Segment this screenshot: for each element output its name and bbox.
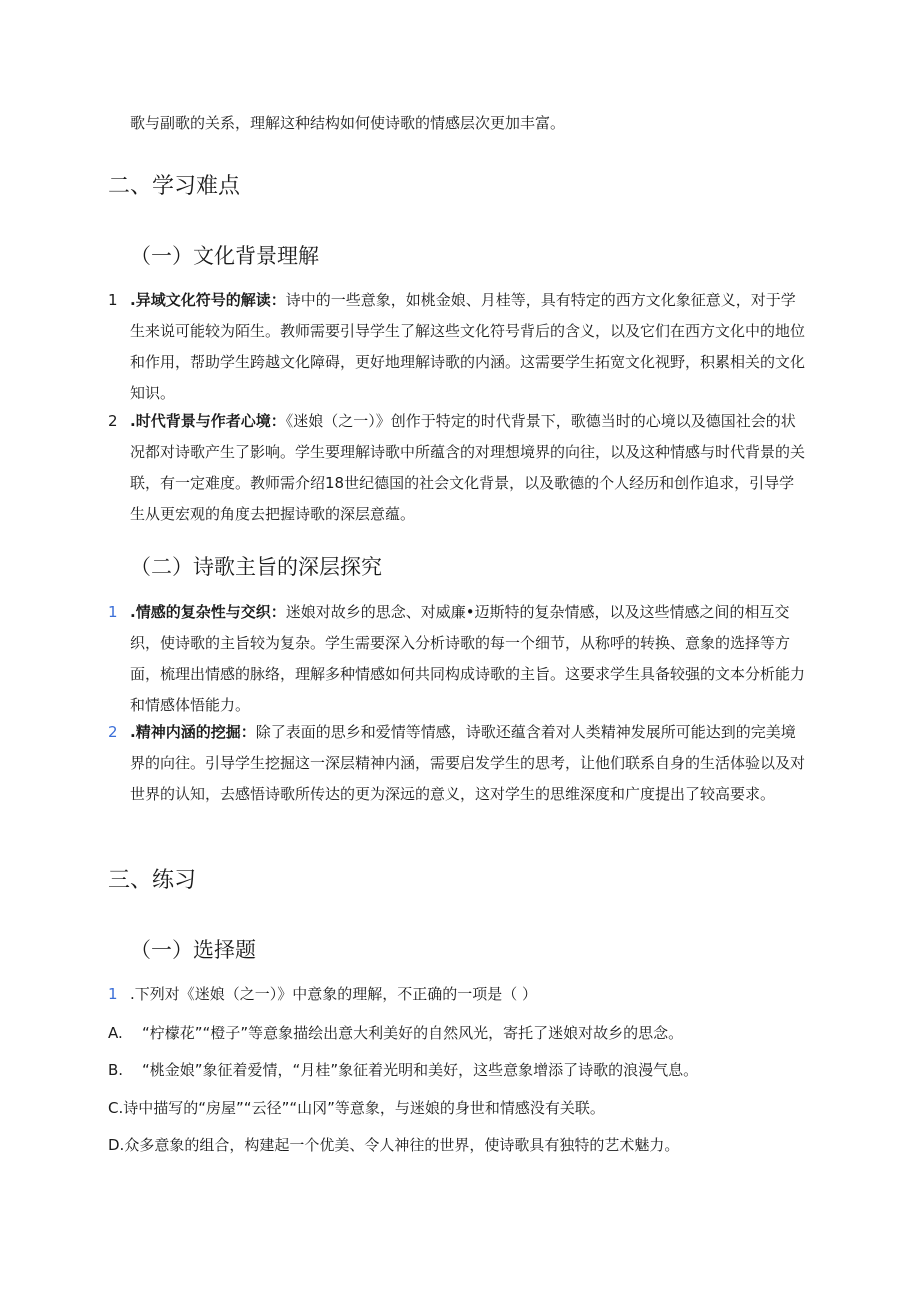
section-heading-exercises: 三、练习	[108, 868, 197, 893]
subsection-heading-cultural-background: （一）文化背景理解	[130, 244, 319, 268]
option-label: D.	[108, 1136, 125, 1154]
option-d	[108, 1132, 679, 1158]
list-text: 迷娘对故乡的思念、对威廉•迈斯特的复杂情感，以及这些情感之间的相互交织，使诗歌的主旨较为复杂。学生需要深入分析诗歌的每一个细节，从称呼的转换、意象的选择等方面，梳理出情感的脉络，理解多种情感如何共同构成诗歌的主旨。这要求学生具备较强的文本分析能力和情感体悟能力。	[130, 603, 806, 714]
list-number: 2	[108, 412, 118, 430]
option-text: “柠檬花”“橙子”等意象描绘出意大利美好的自然风光，寄托了迷娘对故乡的思念。	[142, 1024, 684, 1042]
option-a	[108, 1020, 683, 1046]
list-text: 除了表面的思乡和爱情等情感，诗歌还蕴含着对人类精神发展所可能达到的完美境界的向往。引导学生挖掘这一深层精神内涵，需要启发学生的思考，让他们联系自身的生活体验以及对世界的认知，去感悟诗歌所传达的更为深远的意义，这对学生的思维深度和广度提出了较高要求。	[130, 723, 806, 803]
list-number: 2	[108, 723, 118, 741]
intro-fragment: 歌与副歌的关系，理解这种结构如何使诗歌的情感层次更加丰富。	[130, 114, 566, 132]
option-label: C.	[108, 1099, 124, 1117]
list-term: .精神内涵的挖掘：	[130, 723, 256, 741]
question	[108, 981, 808, 1007]
list-term: .时代背景与作者心境：	[130, 412, 286, 430]
option-text: 诗中描写的“房屋”“云径”“山冈”等意象，与迷娘的身世和情感没有关联。	[123, 1099, 605, 1117]
option-text: 众多意象的组合，构建起一个优美、令人神往的世界，使诗歌具有独特的艺术魅力。	[124, 1136, 680, 1154]
subsection-heading-multiple-choice: （一）选择题	[130, 938, 256, 962]
question-number: 1	[108, 985, 118, 1003]
list-number: 1	[108, 291, 118, 309]
list-text: 诗中的一些意象，如桃金娘、月桂等，具有特定的西方文化象征意义，对于学生来说可能较为陌生。教师需要引导学生了解这些文化符号背后的含义，以及它们在西方文化中的地位和作用，帮助学生跨越文化障碍，更好地理解诗歌的内涵。这需要学生拓宽文化视野，积累相关的文化知识。	[130, 291, 806, 402]
option-label: B.	[108, 1061, 124, 1079]
question-text: .下列对《迷娘（之一）》中意象的理解，不正确的一项是（ ）	[130, 985, 538, 1003]
option-label: A.	[108, 1024, 123, 1042]
section-heading-difficulties: 二、学习难点	[108, 174, 241, 199]
list-item	[108, 597, 808, 721]
subsection-heading-theme-exploration: （二）诗歌主旨的深层探究	[130, 555, 382, 579]
list-term: .情感的复杂性与交织：	[130, 603, 286, 621]
list-item	[108, 717, 808, 810]
option-c	[108, 1095, 605, 1121]
list-item	[108, 285, 808, 409]
list-text: 《迷娘（之一）》创作于特定的时代背景下，歌德当时的心境以及德国社会的状况都对诗歌产生了影响。学生要理解诗歌中所蕴含的对理想境界的向往，以及这种情感与时代背景的关联，有一定难度。教师需介绍18世纪德国的社会文化背景，以及歌德的个人经历和创作追求，引导学生从更宏观的角度去把握诗歌的深层意蕴。	[130, 412, 806, 523]
list-item	[108, 406, 808, 530]
list-number: 1	[108, 603, 118, 621]
option-b	[108, 1057, 698, 1083]
list-term: .异域文化符号的解读：	[130, 291, 286, 309]
option-text: “桃金娘”象征着爱情，“月桂”象征着光明和美好，这些意象增添了诗歌的浪漫气息。	[142, 1061, 699, 1079]
